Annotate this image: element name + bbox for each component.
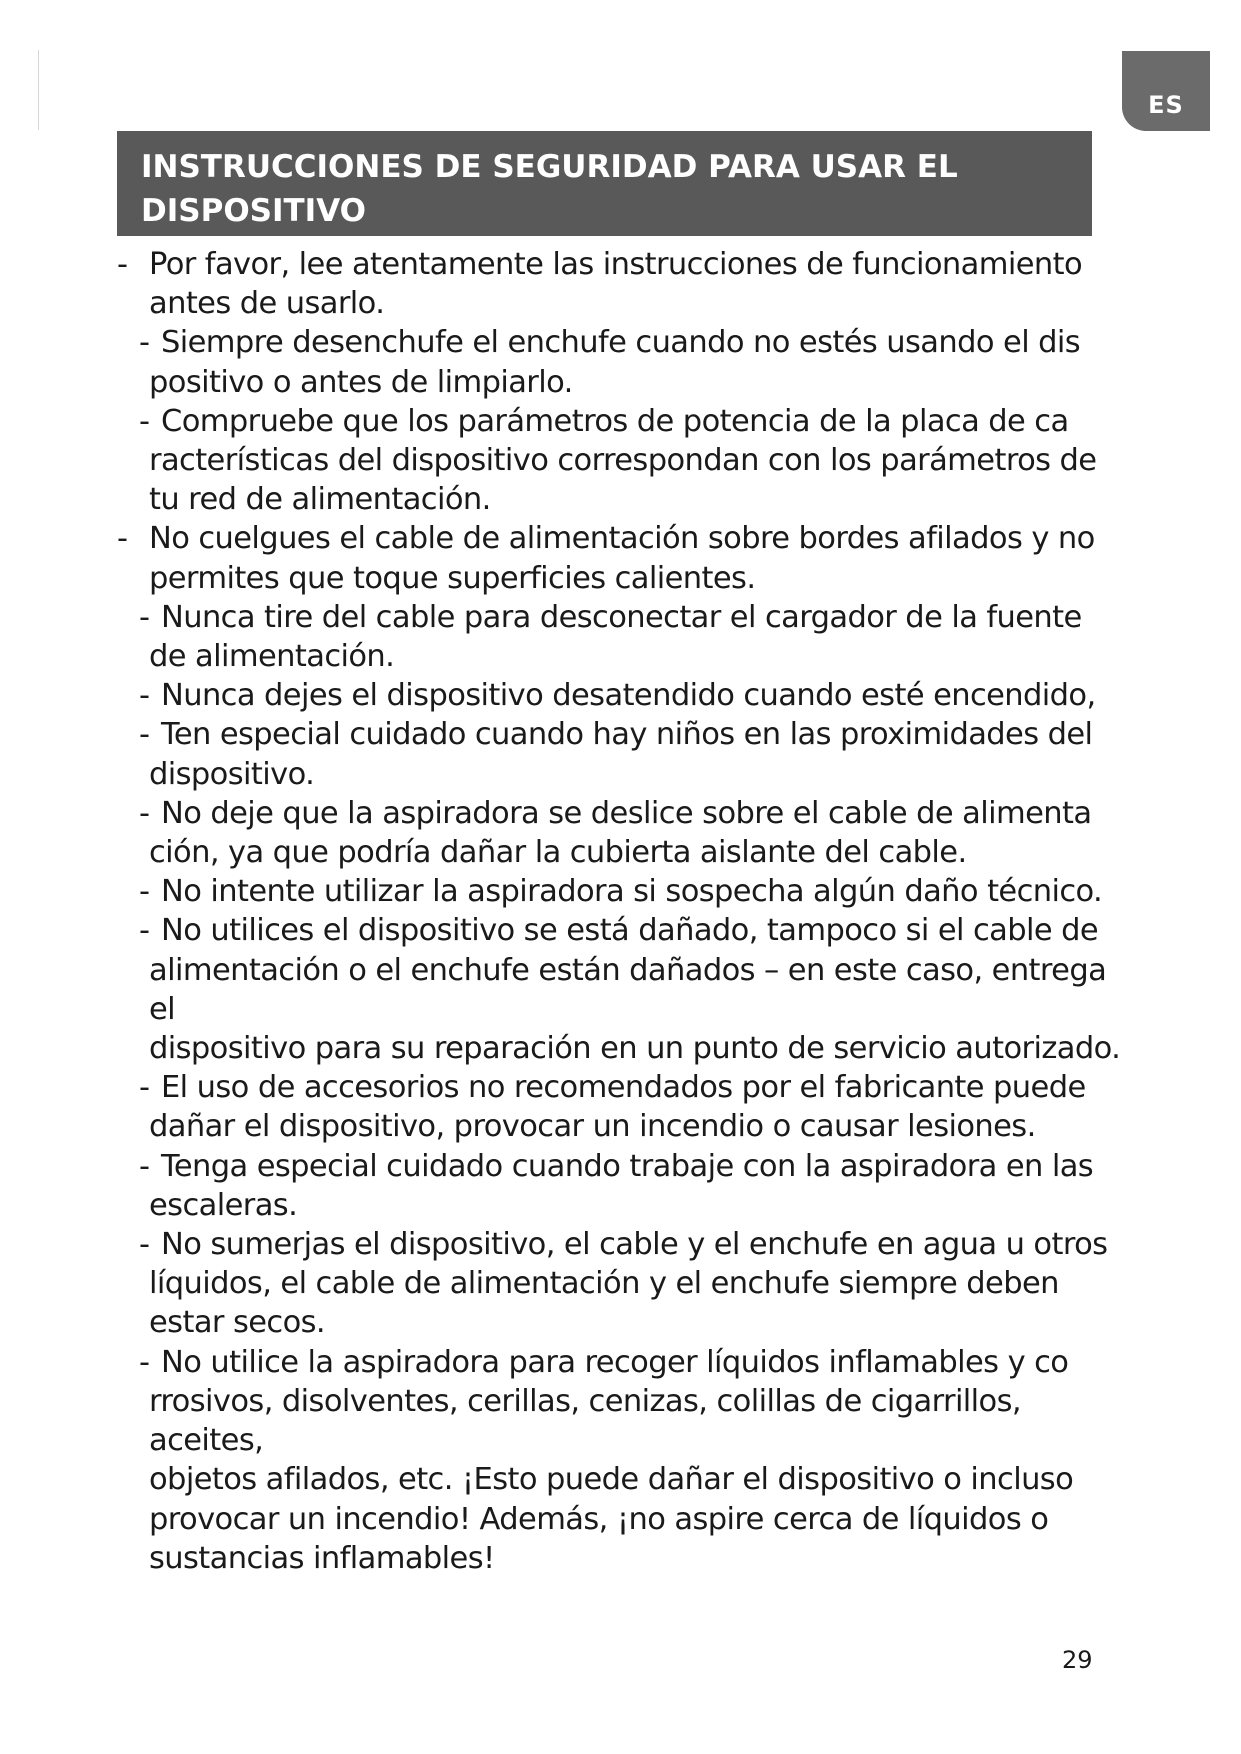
instruction-line: No cuelgues el cable de alimentación sobre bordes afilados y no — [149, 521, 1095, 557]
instruction-line: estar secos. — [149, 1305, 326, 1341]
bullet-dash: - — [139, 325, 150, 361]
bullet-dash: - — [139, 795, 150, 831]
instruction-item — [117, 676, 1127, 715]
instruction-item — [117, 1068, 1127, 1146]
language-tab-label: ES — [1148, 91, 1184, 119]
bullet-dash: - — [139, 1148, 150, 1184]
instruction-item — [117, 598, 1127, 676]
page-number: 29 — [1062, 1646, 1093, 1674]
instruction-line: Nunca tire del cable para desconectar el cargador de la fuente — [161, 599, 1082, 635]
safety-instructions-list — [117, 245, 1127, 1578]
bullet-dash: - — [139, 1344, 150, 1380]
instruction-item — [117, 402, 1127, 520]
instruction-line: ción, ya que podría dañar la cubierta aislante del cable. — [149, 835, 967, 871]
instruction-line: El uso de accesorios no recomendados por el fabricante puede — [161, 1070, 1086, 1106]
instruction-line: Tenga especial cuidado cuando trabaje con la aspiradora en las — [161, 1148, 1094, 1184]
instruction-item — [117, 872, 1127, 911]
bullet-dash: - — [139, 1227, 150, 1263]
instruction-line: líquidos, el cable de alimentación y el enchufe siempre deben — [149, 1266, 1059, 1302]
instruction-line: No intente utilizar la aspiradora si sospecha algún daño técnico. — [161, 874, 1103, 910]
instruction-line: sustancias inflamables! — [149, 1540, 495, 1576]
instruction-line: Nunca dejes el dispositivo desatendido cuando esté encendido, — [161, 678, 1096, 714]
instruction-item — [117, 911, 1127, 1068]
instruction-line: Por favor, lee atentamente las instrucciones de funcionamiento — [149, 247, 1083, 282]
instruction-line: Compruebe que los parámetros de potencia de la placa de ca — [161, 403, 1069, 439]
instruction-line: No utilices el dispositivo se está dañado, tampoco si el cable de — [161, 913, 1099, 949]
instruction-item — [117, 245, 1127, 323]
language-tab — [1122, 51, 1210, 131]
bullet-dash: - — [139, 913, 150, 949]
instruction-line: objetos afilados, etc. ¡Esto puede dañar el dispositivo o incluso — [149, 1462, 1074, 1498]
margin-rule — [38, 50, 39, 130]
instruction-line: dispositivo para su reparación en un punto de servicio autorizado. — [149, 1031, 1121, 1067]
instruction-line: dañar el dispositivo, provocar un incendio o causar lesiones. — [149, 1109, 1036, 1145]
section-title-line-2: DISPOSITIVO — [141, 193, 367, 229]
bullet-dash: - — [117, 521, 128, 557]
instruction-item — [117, 794, 1127, 872]
instruction-line: alimentación o el enchufe están dañados – en este caso, entrega el — [149, 952, 1107, 1027]
instruction-line: racterísticas del dispositivo correspondan con los parámetros de — [149, 443, 1097, 479]
bullet-dash: - — [117, 247, 128, 282]
bullet-dash: - — [139, 403, 150, 439]
bullet-dash: - — [139, 1070, 150, 1106]
instruction-line: Ten especial cuidado cuando hay niños en las proximidades del — [161, 717, 1093, 753]
instruction-line: No deje que la aspiradora se deslice sobre el cable de alimenta — [161, 795, 1092, 831]
instruction-line: dispositivo. — [149, 756, 315, 792]
instruction-line: antes de usarlo. — [149, 286, 385, 322]
instruction-item — [117, 519, 1127, 597]
instruction-item — [117, 1225, 1127, 1343]
instruction-line: No sumerjas el dispositivo, el cable y el enchufe en agua u otros — [161, 1227, 1108, 1263]
bullet-dash: - — [139, 717, 150, 753]
instruction-line: Siempre desenchufe el enchufe cuando no estés usando el dis — [161, 325, 1081, 361]
bullet-dash: - — [139, 678, 150, 714]
section-title-line-1: INSTRUCCIONES DE SEGURIDAD PARA USAR EL — [141, 149, 958, 185]
instruction-item — [117, 1147, 1127, 1225]
bullet-dash: - — [139, 599, 150, 635]
instruction-line: permites que toque superficies calientes. — [149, 560, 756, 596]
instruction-line: tu red de alimentación. — [149, 482, 491, 518]
instruction-line: de alimentación. — [149, 639, 395, 675]
section-title — [117, 131, 1092, 236]
instruction-line: No utilice la aspiradora para recoger líquidos inflamables y co — [161, 1344, 1069, 1380]
bullet-dash: - — [139, 874, 150, 910]
instruction-line: positivo o antes de limpiarlo. — [149, 364, 573, 400]
instruction-line: escaleras. — [149, 1187, 298, 1223]
instruction-line: rrosivos, disolventes, cerillas, cenizas, colillas de cigarrillos, aceites, — [149, 1383, 1022, 1459]
instruction-item — [117, 1343, 1127, 1578]
instruction-item — [117, 715, 1127, 793]
instruction-line: provocar un incendio! Además, ¡no aspire cerca de líquidos o — [149, 1501, 1049, 1537]
instruction-item — [117, 323, 1127, 401]
